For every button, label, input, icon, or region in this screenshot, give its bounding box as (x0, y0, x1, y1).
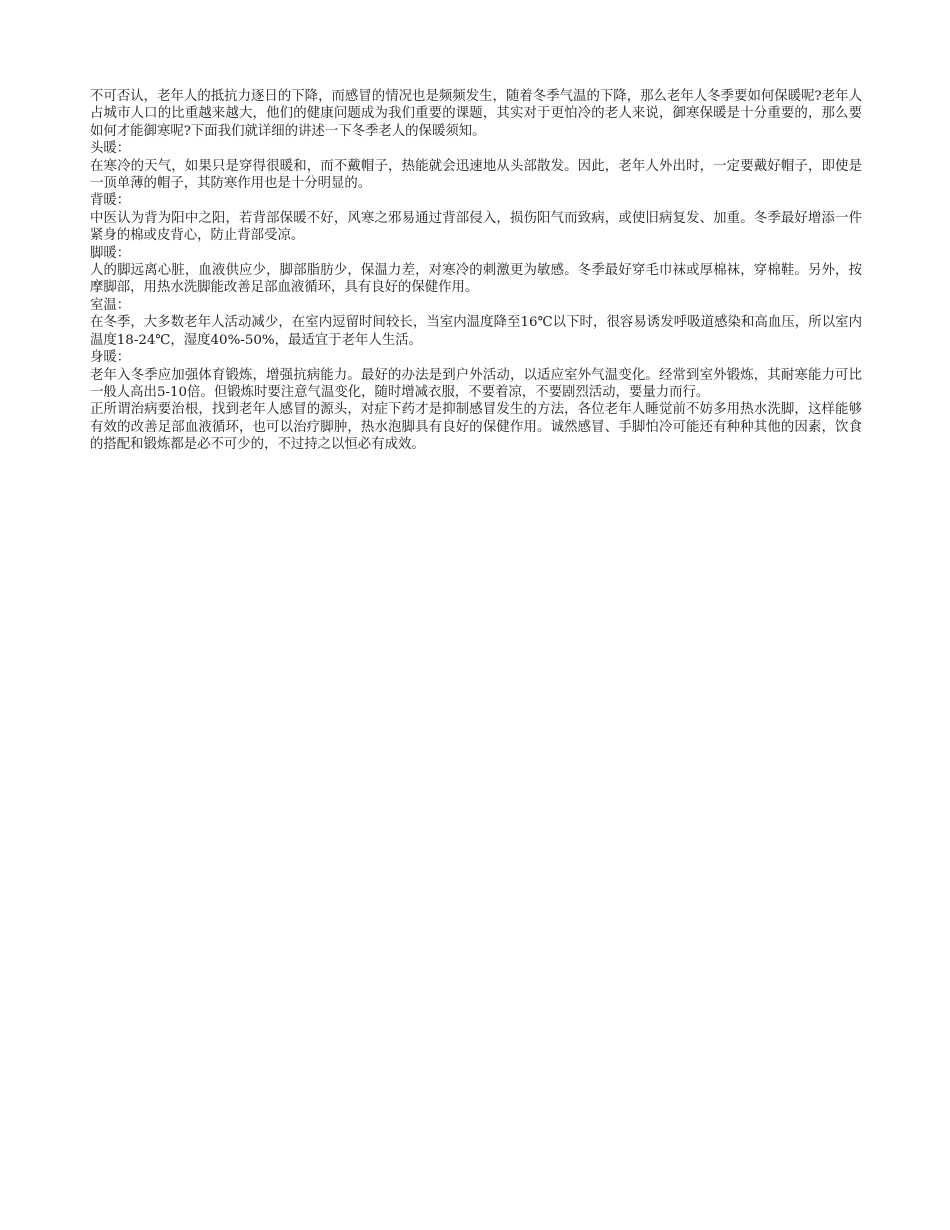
conclusion-paragraph: 正所谓治病要治根，找到老年人感冒的源头，对症下药才是抑制感冒发生的方法，各位老年人睡觉前不妨多用热水洗脚，这样能够有效的改善足部血液循环，也可以治疗脚肿，热水泡脚具有良好的保健作用。诚然感冒、手脚怕冷可能还有种种其他的因素，饮食的搭配和锻炼都是必不可少的，不过持之以恒必有成效。 (90, 402, 862, 453)
back-warmth-paragraph: 中医认为背为阳中之阳，若背部保暖不好，风寒之邪易通过背部侵入，损伤阳气而致病，或使旧病复发、加重。冬季最好增添一件紧身的棉或皮背心，防止背部受凉。 (90, 210, 862, 244)
section-heading-head-warmth: 头暖： (90, 141, 131, 157)
head-warmth-paragraph: 在寒冷的天气，如果只是穿得很暖和，而不戴帽子，热能就会迅速地从头部散发。因此，老年人外出时，一定要戴好帽子，即使是一顶单薄的帽子，其防寒作用也是十分明显的。 (90, 158, 862, 192)
section-heading-back-warmth: 背暖： (90, 193, 131, 209)
section-heading-foot-warmth: 脚暖： (90, 245, 131, 261)
room-temperature-paragraph: 在冬季，大多数老年人活动减少，在室内逗留时间较长，当室内温度降至16℃以下时，很容易诱发呼吸道感染和高血压，所以室内温度18-24℃，湿度40%-50%，最适宜于老年人生活。 (90, 315, 862, 348)
intro-paragraph: 不可否认，老年人的抵抗力逐日的下降，而感冒的情况也是频频发生，随着冬季气温的下降，那么老年人冬季要如何保暖呢?老年人占城市人口的比重越来越大，他们的健康问题成为我们重要的课题，其实对于更怕冷的老人来说，御寒保暖是十分重要的，那么要如何才能御寒呢?下面我们就详细的讲述一下冬季老人的保暖须知。 (90, 89, 862, 139)
foot-warmth-paragraph: 人的脚远离心脏，血液供应少，脚部脂肪少，保温力差，对寒冷的刺激更为敏感。冬季最好穿毛巾袜或厚棉袜，穿棉鞋。另外，按摩脚部，用热水洗脚能改善足部血液循环，具有良好的保健作用。 (90, 263, 862, 296)
section-heading-body-warmth: 身暖： (90, 350, 131, 366)
body-warmth-paragraph: 老年入冬季应加强体育锻炼，增强抗病能力。最好的办法是到户外活动，以适应室外气温变化。经常到室外锻炼，其耐寒能力可比一般人高出5-10倍。但锻炼时要注意气温变化，随时增减衣服，不要着凉，不要剧烈活动，要量力而行。 (90, 367, 862, 400)
section-heading-room-temperature: 室温： (90, 297, 131, 313)
document-body (90, 88, 862, 454)
